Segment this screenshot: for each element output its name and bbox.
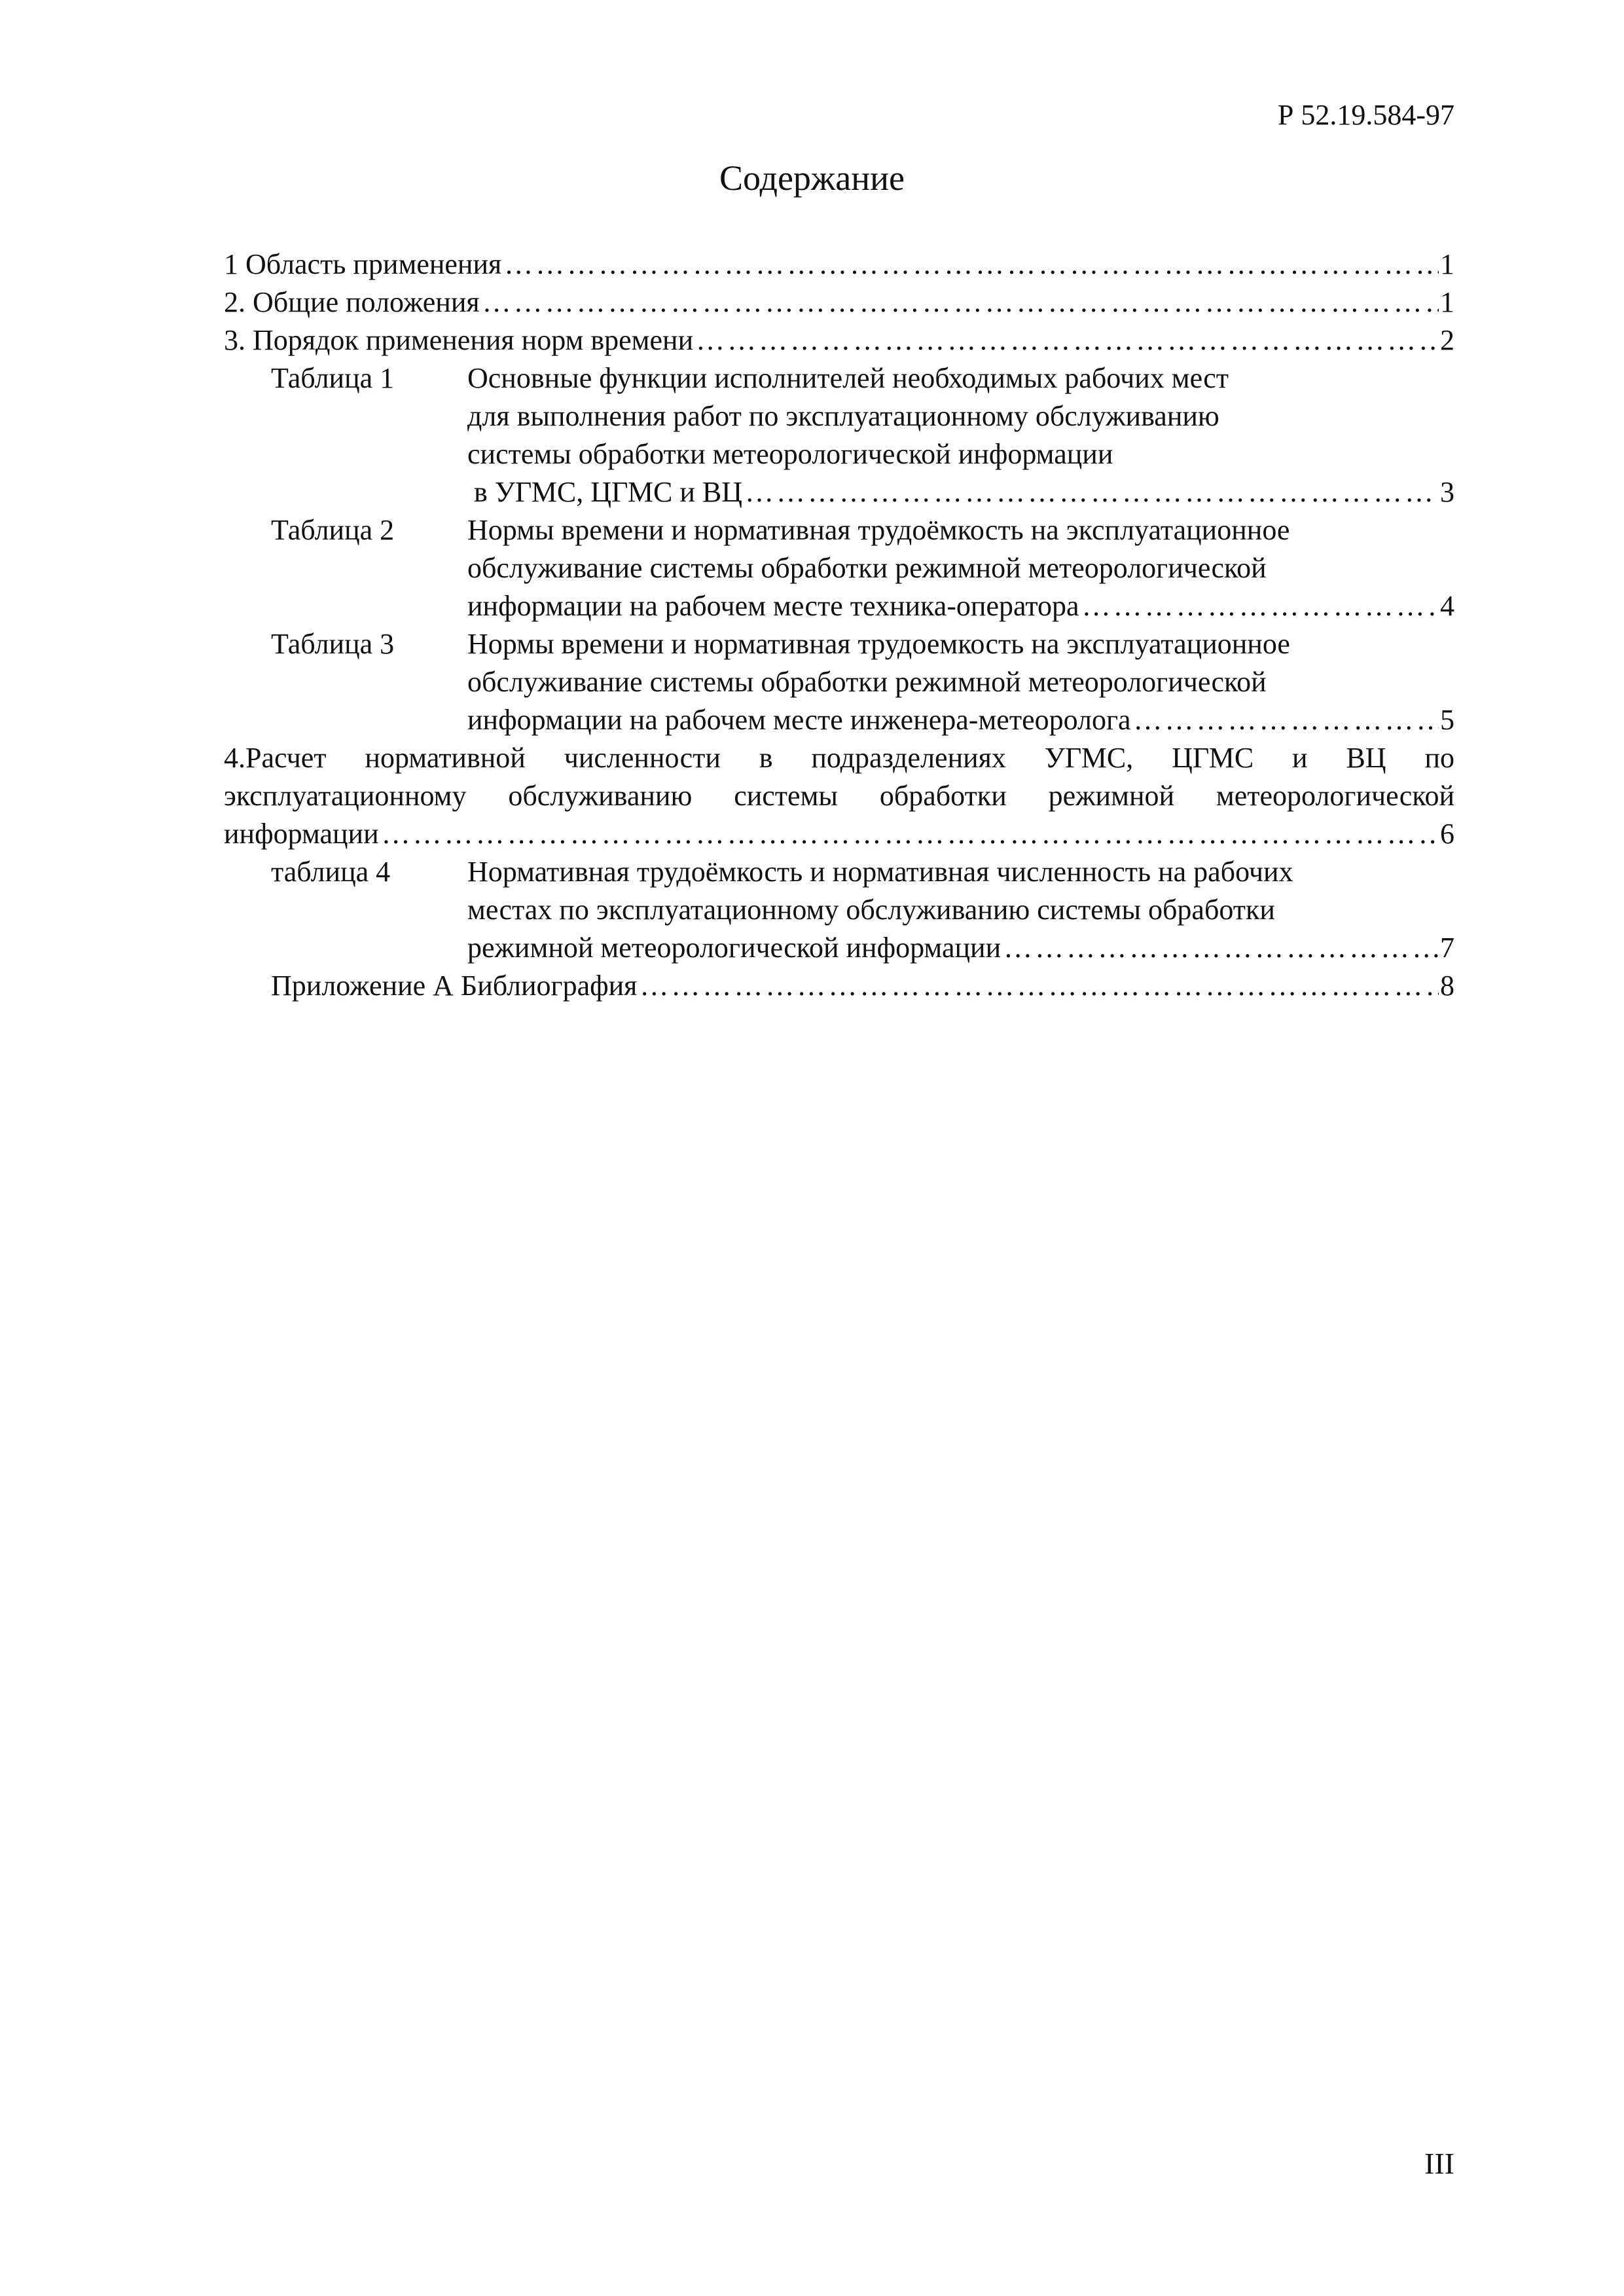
toc-entry-appendix — [224, 967, 1454, 1005]
toc-page-number: 8 — [1440, 970, 1454, 1002]
dot-leader — [382, 815, 1439, 853]
toc-entry-label: 1 Область применения — [224, 248, 502, 280]
dot-leader — [1003, 929, 1439, 967]
toc-page-number: 1 — [1440, 248, 1454, 280]
table-title-line: Основные функции исполнителей необходимых рабочих мест — [467, 362, 1229, 394]
table-label: Таблица 2 — [271, 514, 395, 546]
toc-entry-last-line — [224, 815, 1454, 853]
table-title-line: режимной метеорологической информации — [467, 932, 1001, 964]
table-title-line: Нормативная трудоёмкость и нормативная численность на рабочих — [467, 856, 1293, 888]
table-label: Таблица 3 — [271, 628, 395, 660]
toc-page-number: 1 — [1440, 286, 1454, 318]
table-title — [467, 359, 1454, 511]
toc-entry-scope — [224, 246, 1454, 283]
dot-leader — [745, 473, 1439, 511]
table-label: таблица 4 — [271, 856, 391, 888]
toc-entry-label: 2. Общие положения — [224, 286, 480, 318]
toc-page-number: 5 — [1440, 704, 1454, 736]
dot-leader — [504, 246, 1439, 283]
toc-entry-line: эксплуатационному обслуживанию системы обработки режимной метеорологической — [224, 780, 1454, 812]
page-number: III — [1424, 2147, 1454, 2180]
document-code: Р 52.19.584-97 — [1277, 99, 1454, 131]
toc-entry-general — [224, 283, 1454, 321]
toc-entry-procedure — [224, 321, 1454, 359]
toc-entry-table-2 — [224, 511, 1454, 625]
table-title-line: информации на рабочем месте техника-оператора — [467, 590, 1079, 622]
table-title-line: обслуживание системы обработки режимной метеорологической — [467, 552, 1267, 584]
toc-entry-staffing-calculation — [224, 739, 1454, 853]
table-title-last-line — [467, 701, 1454, 739]
table-title-line: информации на рабочем месте инженера-метеоролога — [467, 704, 1131, 736]
toc-entry-line: 4.Расчет нормативной численности в подразделениях УГМС, ЦГМС и ВЦ по — [224, 742, 1454, 774]
dot-leader — [482, 283, 1439, 321]
dot-leader — [1082, 587, 1439, 625]
dot-leader — [1134, 701, 1439, 739]
table-title-line: для выполнения работ по эксплуатационному обслуживанию — [467, 400, 1219, 432]
table-title — [467, 853, 1454, 967]
toc-entry-table-4 — [224, 853, 1454, 967]
toc-page-number: 6 — [1440, 818, 1454, 850]
table-title-line: Нормы времени и нормативная трудоемкость на эксплуатационное — [467, 628, 1290, 660]
table-title-line: Нормы времени и нормативная трудоёмкость на эксплуатационное — [467, 514, 1290, 546]
toc-entry-table-1 — [224, 359, 1454, 511]
toc-entry-label: Приложение А Библиография — [271, 970, 638, 1002]
toc-entry-label: 3. Порядок применения норм времени — [224, 324, 694, 356]
table-title — [467, 625, 1454, 739]
table-title — [467, 511, 1454, 625]
page-title: Содержание — [719, 158, 905, 198]
toc-entry-table-3 — [224, 625, 1454, 739]
table-title-line: местах по эксплуатационному обслуживанию системы обработки — [467, 894, 1275, 926]
toc-page-number: 2 — [1440, 324, 1454, 356]
table-title-line: системы обработки метеорологической информации — [467, 438, 1113, 470]
table-label: Таблица 1 — [271, 362, 395, 394]
toc-page-number: 7 — [1440, 932, 1454, 964]
table-title-last-line — [467, 473, 1454, 511]
dot-leader — [640, 967, 1439, 1005]
table-title-line: обслуживание системы обработки режимной метеорологической — [467, 666, 1267, 698]
toc-page-number: 3 — [1440, 476, 1454, 508]
table-title-last-line — [467, 929, 1454, 967]
toc-page-number: 4 — [1440, 590, 1454, 622]
toc-entry-line: информации — [224, 818, 379, 850]
table-of-contents — [224, 246, 1454, 1005]
table-title-last-line — [467, 587, 1454, 625]
table-title-line: в УГМС, ЦГМС и ВЦ — [474, 476, 743, 508]
dot-leader — [696, 321, 1439, 359]
